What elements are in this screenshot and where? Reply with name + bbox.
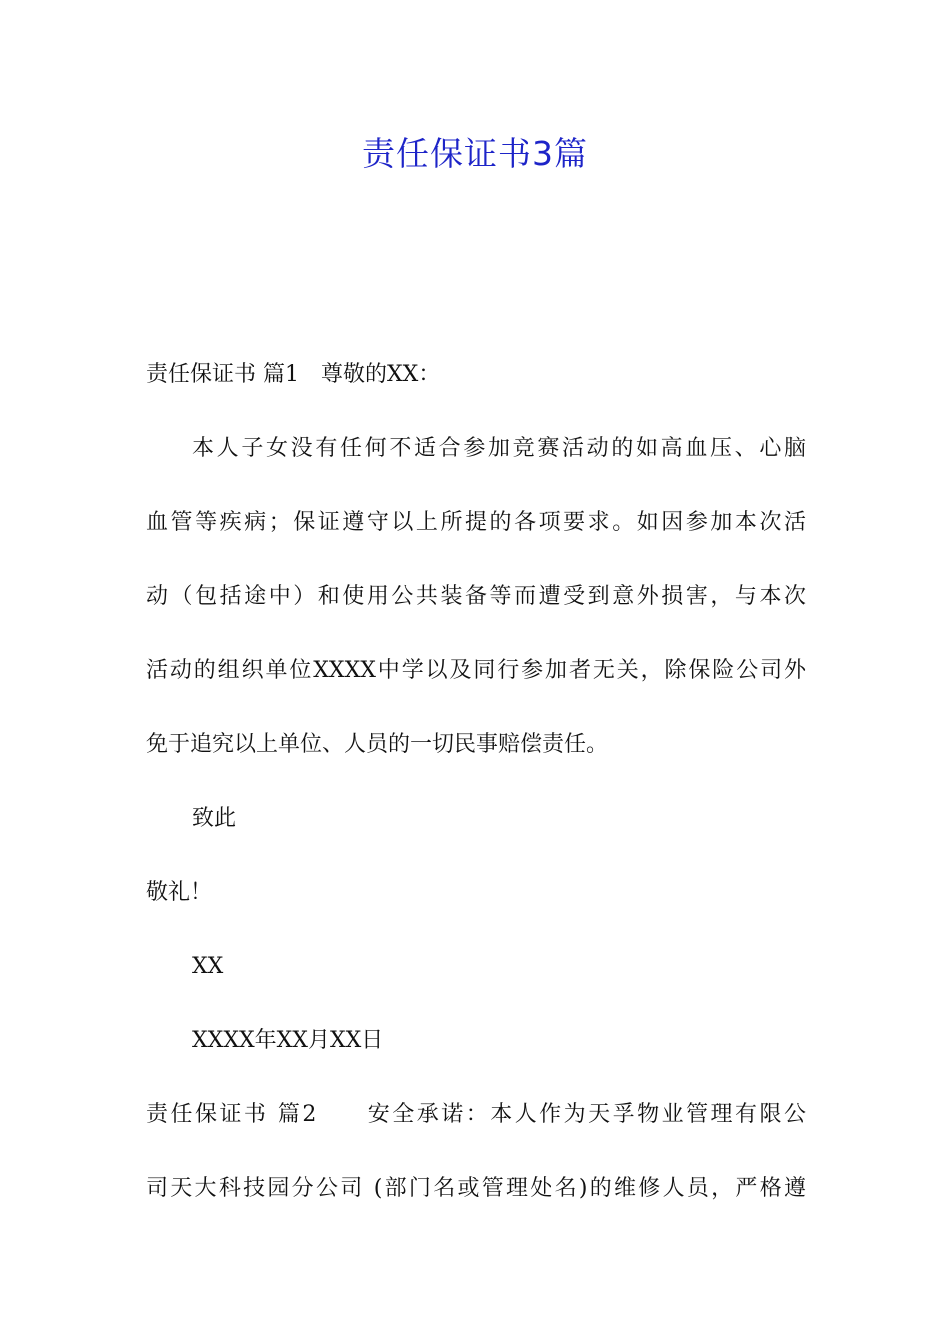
paragraph-line: 免于追究以上单位、人员的一切民事赔偿责任。 [146,732,609,757]
document-body [146,338,806,1226]
paragraph-line: 责任保证书 篇1 尊敬的XX： [146,362,441,387]
signature-name: XX [192,954,224,979]
paragraph-line: 司天大科技园分公司 (部门名或管理处名)的维修人员，严格遵 [146,1176,806,1201]
closing-regards: 敬礼！ [146,880,213,905]
signature-date: XXXX年XX月XX日 [192,1028,384,1053]
paragraph-line: 动（包括途中）和使用公共装备等而遭受到意外损害，与本次 [146,584,806,609]
paragraph-line: 责任保证书 篇2 安全承诺：本人作为天孚物业管理有限公 [146,1102,806,1127]
paragraph-line: 血管等疾病；保证遵守以上所提的各项要求。如因参加本次活 [146,510,806,535]
paragraph-line: 本人子女没有任何不适合参加竞赛活动的如高血压、心脑 [192,436,806,461]
closing-salutation: 致此 [192,806,237,831]
document-title: 责任保证书3篇 [362,134,588,173]
paragraph-line: 活动的组织单位XXXX中学以及同行参加者无关，除保险公司外 [146,658,806,683]
